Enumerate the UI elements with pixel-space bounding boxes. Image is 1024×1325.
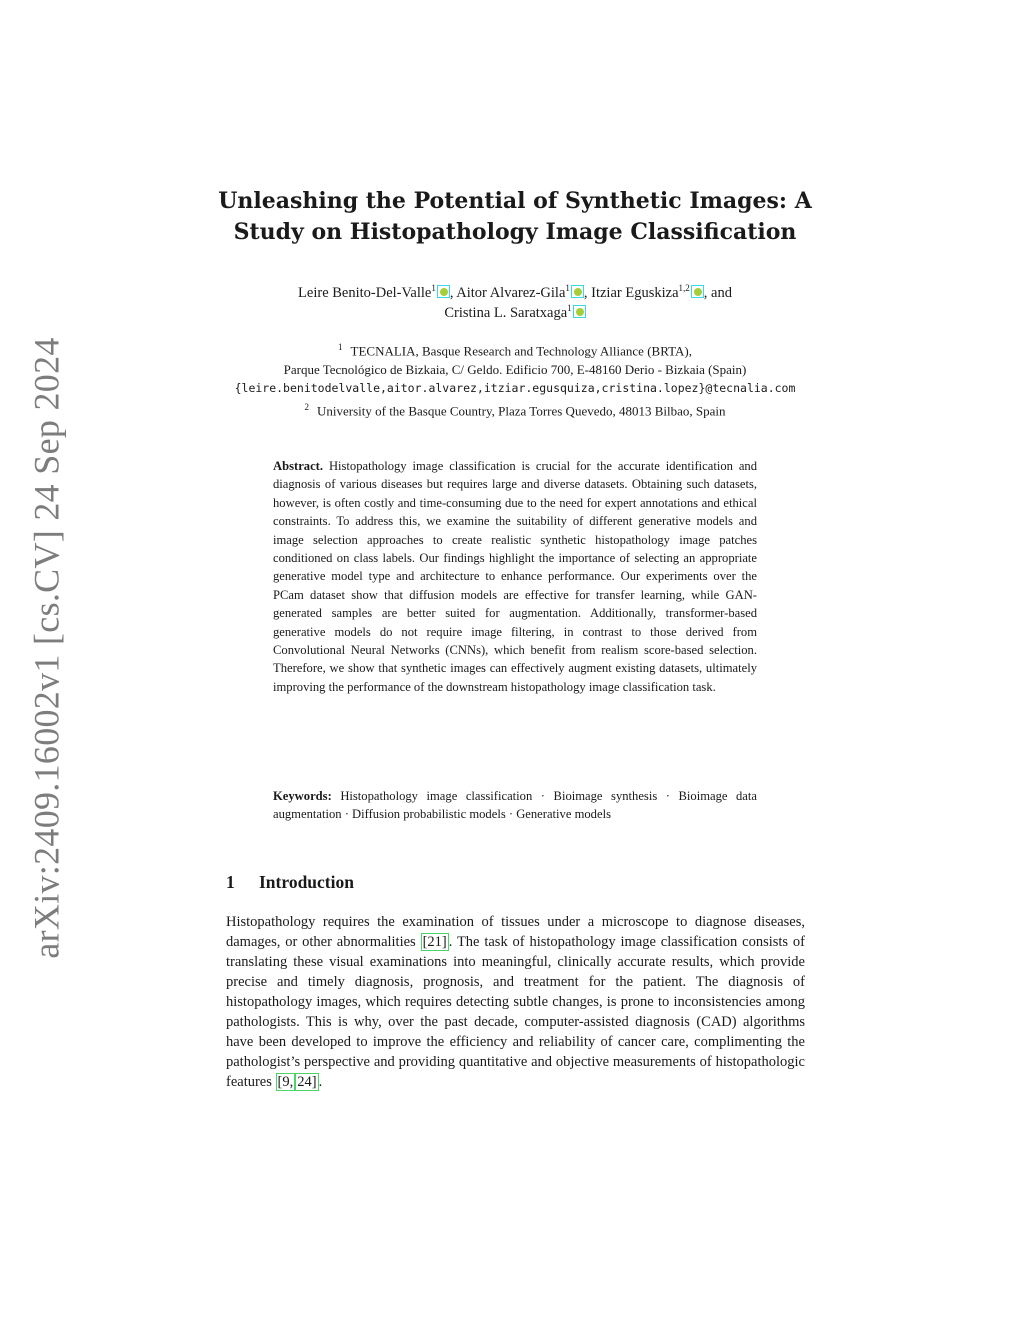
author-emails[interactable]: {leire.benitodelvalle,aitor.alvarez,itziar.egusquiza,cristina.lopez}@tecnalia.com: [234, 381, 796, 396]
citation-link-21[interactable]: [21]: [422, 934, 447, 950]
abstract-label: Abstract.: [273, 459, 324, 473]
abstract: [273, 457, 757, 696]
keywords-text: Histopathology image classification · Bioimage synthesis · Bioimage data augmentation · Diffusion probabilistic models · Generative models: [273, 789, 757, 822]
arxiv-identifier-text: arXiv:2409.16002v1 [cs.CV] 24 Sep 2024: [27, 336, 67, 959]
keywords: [273, 787, 757, 824]
author-4-name: Cristina L. Saratxaga: [444, 305, 568, 321]
affiliations: [150, 338, 880, 421]
author-1: [298, 285, 456, 301]
affiliation-1-line-2: Parque Tecnológico de Bizkaia, C/ Geldo. Edificio 700, E-48160 Derio - Bizkaia (Spain): [283, 362, 747, 378]
author-3: [591, 285, 732, 301]
section-title: Introduction: [259, 872, 354, 892]
author-3-name: Itziar Eguskiza: [591, 285, 679, 301]
author-1-name: Leire Benito-Del-Valle: [298, 285, 432, 301]
author-2-affiliation-mark: 1: [565, 283, 570, 294]
section-number: 1: [226, 872, 235, 892]
orcid-icon[interactable]: [691, 285, 704, 298]
section-heading-introduction: [226, 872, 354, 893]
author-4: [444, 305, 585, 321]
author-1-affiliation-mark: 1: [431, 283, 436, 294]
author-2-name: Aitor Alvarez-Gila: [456, 285, 566, 301]
author-separator: ,: [449, 285, 457, 301]
citation-link-24[interactable]: 24]: [297, 1074, 317, 1090]
arxiv-identifier: [22, 336, 72, 959]
author-separator: , and: [703, 285, 732, 301]
citation-link-9[interactable]: [9,: [277, 1074, 294, 1090]
orcid-icon[interactable]: [571, 285, 584, 298]
introduction-paragraph: Histopathology requires the examination of tissues under a microscope to diagnose diseases, damages, or other abnormalities [21] . The task of histopathology image classification consists of translating these visual examinations into meaningful, clinically accurate results, which provide precise and timely diagnosis, prognosis, and treatment for the patient. The diagnosis of histopathology images, which requires detecting subtle changes, is prone to inconsistencies among pathologists. This is why, over the past decade, computer-assisted diagnosis (CAD) algorithms have been developed to improve the efficiency and reliability of cancer care, complimenting the pathologist’s perspective and providing quantitative and objective measurements of histopathologic features [9, 24] .: [226, 914, 806, 1090]
author-3-affiliation-mark: 1,2: [678, 283, 690, 294]
affiliation-2-line: $^2$ University of the Basque Country, Plaza Torres Quevedo, 48013 Bilbao, Spain: [304, 402, 726, 419]
orcid-icon[interactable]: [573, 305, 586, 318]
abstract-text: Histopathology image classification is crucial for the accurate identification and diagnosis of various diseases but requires large and diverse datasets. Obtaining such datasets, however, is often costly and time-consuming due to the need for expert annotations and ethical constraints. To address this, we examine the suitability of different generative models and image selection approaches to create realistic synthetic histopathology image patches conditioned on class labels. Our findings highlight the importance of selecting an appropriate generative model type and architecture to enhance performance. Our experiments over the PCam dataset show that diffusion models are effective for transfer learning, while GAN-generated samples are better suited for augmentation. Additionally, transformer-based generative models do not require image filtering, in contrast to those derived from Convolutional Neural Networks (CNNs), which benefit from realism score-based selection. Therefore, we show that synthetic images can effectively augment existing datasets, ultimately improving the performance of the downstream histopathology image classification task.: [273, 459, 758, 694]
author-4-affiliation-mark: 1: [567, 303, 572, 314]
affiliation-1-line-1: $^1$ TECNALIA, Basque Research and Technology Alliance (BRTA),: [338, 342, 692, 359]
author-separator: ,: [583, 285, 592, 301]
author-2: [456, 285, 591, 301]
affiliation-1-mark: 1: [338, 342, 343, 352]
paper-title: Unleashing the Potential of Synthetic Images: A Study on Histopathology Image Classification: [218, 188, 812, 245]
affiliation-2-mark: 2: [304, 402, 309, 413]
orcid-icon[interactable]: [437, 285, 450, 298]
author-list: [200, 283, 830, 323]
keywords-label: Keywords:: [273, 789, 332, 803]
